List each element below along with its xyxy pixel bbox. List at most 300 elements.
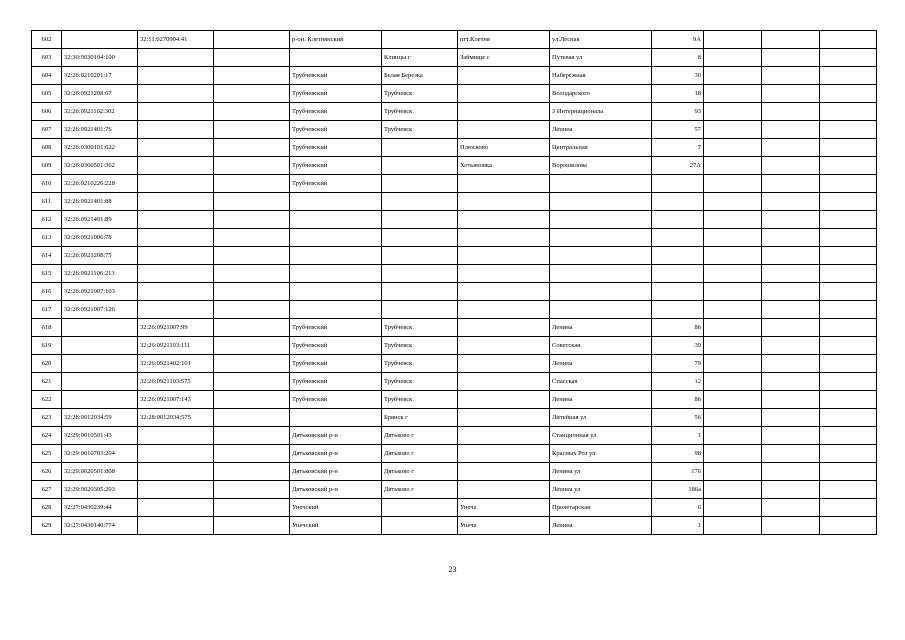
table-row [32, 355, 877, 373]
empty-cell [704, 373, 762, 391]
district-cell [290, 301, 382, 319]
district-cell: р-он. Клетнянский [290, 31, 382, 49]
row-number-cell: 604 [32, 67, 62, 85]
table-row [32, 247, 877, 265]
settlement-cell [458, 337, 550, 355]
settlement-cell [458, 481, 550, 499]
cadastral-number-cell: 32:29:0010703:204 [62, 445, 138, 463]
empty-cell [820, 391, 877, 409]
empty-cell [762, 85, 820, 103]
house-cell: 12 [652, 373, 704, 391]
row-number-cell: 627 [32, 481, 62, 499]
cadastral-number-cell: 32:26:0300101:622 [62, 139, 138, 157]
street-cell: Ворошилова [550, 157, 652, 175]
row-number-cell: 605 [32, 85, 62, 103]
row-number-cell: 608 [32, 139, 62, 157]
row-number-cell: 620 [32, 355, 62, 373]
cadastral-number-cell: 32:26:0921401:89 [62, 211, 138, 229]
settlement-cell: Унеча [458, 517, 550, 535]
cadastral-number-cell: 32:29:0010501:43 [62, 427, 138, 445]
empty-cell [762, 211, 820, 229]
district-cell: Трубчевский [290, 157, 382, 175]
district-cell: Трубчевский [290, 139, 382, 157]
district-cell: Трубчевский [290, 337, 382, 355]
settlement-cell [458, 229, 550, 247]
district-cell: Трубчевский [290, 121, 382, 139]
district-cell [290, 283, 382, 301]
cadastral-number-alt-cell [138, 67, 214, 85]
table-row [32, 121, 877, 139]
street-cell: 3 Интернационала [550, 103, 652, 121]
empty-cell [762, 463, 820, 481]
empty-cell [704, 103, 762, 121]
empty-cell [704, 49, 762, 67]
empty-cell [704, 463, 762, 481]
empty-cell [704, 319, 762, 337]
cadastral-number-alt-cell [138, 445, 214, 463]
empty-cell [704, 427, 762, 445]
empty-cell [704, 301, 762, 319]
house-cell: 86 [652, 319, 704, 337]
district-cell [290, 409, 382, 427]
district-cell [290, 265, 382, 283]
settlement-cell [458, 409, 550, 427]
house-cell [652, 283, 704, 301]
cadastral-number-cell [62, 373, 138, 391]
empty-cell [820, 319, 877, 337]
table-row [32, 337, 877, 355]
cadastral-number-alt-cell [138, 121, 214, 139]
district-cell: Дятьковский р-н [290, 463, 382, 481]
house-cell: 1 [652, 427, 704, 445]
settlement-cell [458, 193, 550, 211]
empty-cell [820, 211, 877, 229]
row-number-cell: 609 [32, 157, 62, 175]
street-cell: Пролетарская [550, 499, 652, 517]
street-cell [550, 193, 652, 211]
settlement-cell [458, 445, 550, 463]
empty-cell [820, 373, 877, 391]
extra-cell [214, 463, 290, 481]
row-number-cell: 616 [32, 283, 62, 301]
house-cell: 57 [652, 121, 704, 139]
cadastral-number-alt-cell [138, 463, 214, 481]
table-row [32, 517, 877, 535]
table-row [32, 463, 877, 481]
extra-cell [214, 409, 290, 427]
empty-cell [762, 517, 820, 535]
cadastral-number-cell: 32:26:0921007:126 [62, 301, 138, 319]
table-row [32, 373, 877, 391]
empty-cell [820, 337, 877, 355]
empty-cell [704, 247, 762, 265]
empty-cell [762, 229, 820, 247]
street-cell: Ленина [550, 355, 652, 373]
cadastral-number-alt-cell: 32:28:0012034:575 [138, 409, 214, 427]
cadastral-number-alt-cell [138, 247, 214, 265]
empty-cell [704, 283, 762, 301]
empty-cell [704, 85, 762, 103]
cadastral-number-alt-cell [138, 175, 214, 193]
settlement-cell [458, 265, 550, 283]
empty-cell [762, 103, 820, 121]
cadastral-number-alt-cell [138, 139, 214, 157]
table-row [32, 499, 877, 517]
district-cell: Дятьковский р-н [290, 427, 382, 445]
settlement-cell: Займище с [458, 49, 550, 67]
row-number-cell: 603 [32, 49, 62, 67]
table-row [32, 157, 877, 175]
house-cell [652, 211, 704, 229]
street-cell [550, 265, 652, 283]
settlement-cell [458, 85, 550, 103]
city-cell [382, 247, 458, 265]
empty-cell [762, 175, 820, 193]
cadastral-number-alt-cell [138, 103, 214, 121]
district-cell: Дятьковский р-н [290, 445, 382, 463]
street-cell: Ленина [550, 391, 652, 409]
row-number-cell: 610 [32, 175, 62, 193]
settlement-cell: пгт.Клетня [458, 31, 550, 49]
empty-cell [820, 121, 877, 139]
city-cell [382, 211, 458, 229]
house-cell [652, 301, 704, 319]
street-cell [550, 247, 652, 265]
register-table [31, 30, 877, 535]
city-cell [382, 499, 458, 517]
street-cell: Ленина [550, 319, 652, 337]
empty-cell [820, 463, 877, 481]
cadastral-number-cell: 32:26:0921401:88 [62, 193, 138, 211]
extra-cell [214, 49, 290, 67]
extra-cell [214, 283, 290, 301]
house-cell: 98 [652, 445, 704, 463]
empty-cell [762, 139, 820, 157]
cadastral-number-alt-cell: 32:26:0921402:101 [138, 355, 214, 373]
empty-cell [820, 139, 877, 157]
table-row [32, 481, 877, 499]
street-cell: Центральная [550, 139, 652, 157]
empty-cell [704, 337, 762, 355]
district-cell: Дятьковский р-н [290, 481, 382, 499]
extra-cell [214, 301, 290, 319]
row-number-cell: 613 [32, 229, 62, 247]
street-cell: Путевая ул [550, 49, 652, 67]
house-cell: 6 [652, 499, 704, 517]
empty-cell [762, 373, 820, 391]
settlement-cell [458, 247, 550, 265]
empty-cell [704, 31, 762, 49]
extra-cell [214, 139, 290, 157]
cadastral-number-alt-cell [138, 481, 214, 499]
street-cell [550, 283, 652, 301]
street-cell [550, 301, 652, 319]
district-cell: Трубчевский [290, 175, 382, 193]
empty-cell [762, 319, 820, 337]
empty-cell [762, 301, 820, 319]
cadastral-number-alt-cell: 32:26:0921103:111 [138, 337, 214, 355]
city-cell [382, 283, 458, 301]
district-cell [290, 247, 382, 265]
row-number-cell: 614 [32, 247, 62, 265]
table-row [32, 301, 877, 319]
table-row [32, 67, 877, 85]
row-number-cell: 624 [32, 427, 62, 445]
cadastral-number-cell: 32:29:0020305:203 [62, 481, 138, 499]
cadastral-number-cell [62, 319, 138, 337]
empty-cell [704, 409, 762, 427]
table-row [32, 283, 877, 301]
house-cell: 7 [652, 139, 704, 157]
extra-cell [214, 121, 290, 139]
cadastral-number-cell: 32:26:0921208:75 [62, 247, 138, 265]
city-cell [382, 229, 458, 247]
house-cell: 18 [652, 85, 704, 103]
cadastral-number-cell: 32:27:0430239:44 [62, 499, 138, 517]
row-number-cell: 623 [32, 409, 62, 427]
street-cell: Набережная [550, 67, 652, 85]
empty-cell [762, 31, 820, 49]
row-number-cell: 606 [32, 103, 62, 121]
empty-cell [704, 229, 762, 247]
settlement-cell [458, 211, 550, 229]
empty-cell [704, 211, 762, 229]
street-cell: Володарского [550, 85, 652, 103]
empty-cell [704, 157, 762, 175]
extra-cell [214, 391, 290, 409]
cadastral-number-cell: 32:29:0020501:808 [62, 463, 138, 481]
cadastral-number-alt-cell [138, 49, 214, 67]
empty-cell [762, 283, 820, 301]
empty-cell [820, 229, 877, 247]
city-cell: Трубчевск [382, 391, 458, 409]
table-row [32, 193, 877, 211]
district-cell [290, 49, 382, 67]
row-number-cell: 621 [32, 373, 62, 391]
street-cell [550, 229, 652, 247]
cadastral-number-alt-cell: 32:26:0921007:143 [138, 391, 214, 409]
empty-cell [704, 517, 762, 535]
cadastral-number-alt-cell [138, 301, 214, 319]
city-cell [382, 517, 458, 535]
empty-cell [820, 427, 877, 445]
city-cell: Трубчевск [382, 319, 458, 337]
empty-cell [762, 481, 820, 499]
empty-cell [820, 481, 877, 499]
city-cell: Трубчевск [382, 337, 458, 355]
cadastral-number-cell: 32:26:0921007:103 [62, 283, 138, 301]
district-cell [290, 229, 382, 247]
row-number-cell: 628 [32, 499, 62, 517]
empty-cell [762, 49, 820, 67]
house-cell [652, 229, 704, 247]
empty-cell [820, 175, 877, 193]
cadastral-number-cell: 32:26:0360501:362 [62, 157, 138, 175]
empty-cell [820, 247, 877, 265]
extra-cell [214, 67, 290, 85]
empty-cell [704, 139, 762, 157]
city-cell: Дятьково г [382, 427, 458, 445]
house-cell: 79 [652, 355, 704, 373]
city-cell [382, 193, 458, 211]
city-cell: Трубчевск [382, 121, 458, 139]
empty-cell [820, 265, 877, 283]
table-row [32, 265, 877, 283]
empty-cell [704, 355, 762, 373]
house-cell [652, 175, 704, 193]
city-cell [382, 175, 458, 193]
district-cell: Трубчевский [290, 67, 382, 85]
cadastral-number-alt-cell: 32:26:0921103:575 [138, 373, 214, 391]
table-row [32, 427, 877, 445]
empty-cell [704, 445, 762, 463]
cadastral-number-alt-cell [138, 193, 214, 211]
table-row [32, 31, 877, 49]
street-cell: Красных Роз ул [550, 445, 652, 463]
empty-cell [762, 265, 820, 283]
row-number-cell: 607 [32, 121, 62, 139]
cadastral-number-alt-cell [138, 157, 214, 175]
house-cell: 39 [652, 337, 704, 355]
extra-cell [214, 229, 290, 247]
empty-cell [762, 193, 820, 211]
street-cell: Литейная ул [550, 409, 652, 427]
empty-cell [820, 31, 877, 49]
empty-cell [762, 499, 820, 517]
page-number: 23 [448, 565, 457, 574]
cadastral-number-cell: 32:26:0921401:76 [62, 121, 138, 139]
row-number-cell: 618 [32, 319, 62, 337]
city-cell [382, 31, 458, 49]
table-row [32, 85, 877, 103]
table-row [32, 175, 877, 193]
empty-cell [820, 355, 877, 373]
empty-cell [820, 193, 877, 211]
empty-cell [820, 445, 877, 463]
house-cell [652, 247, 704, 265]
cadastral-number-cell [62, 337, 138, 355]
cadastral-number-cell [62, 31, 138, 49]
city-cell: Трубчевск [382, 85, 458, 103]
cadastral-number-alt-cell: 32:11:0270904:41 [138, 31, 214, 49]
empty-cell [762, 157, 820, 175]
extra-cell [214, 31, 290, 49]
extra-cell [214, 265, 290, 283]
cadastral-number-alt-cell [138, 283, 214, 301]
cadastral-number-cell: 32:26:0210226:228 [62, 175, 138, 193]
extra-cell [214, 85, 290, 103]
cadastral-number-alt-cell [138, 211, 214, 229]
street-cell: Ленина [550, 121, 652, 139]
city-cell: Дятьково г [382, 481, 458, 499]
district-cell: Унечский [290, 517, 382, 535]
house-cell: 30 [652, 67, 704, 85]
cadastral-number-cell [62, 391, 138, 409]
cadastral-number-alt-cell [138, 85, 214, 103]
settlement-cell [458, 301, 550, 319]
empty-cell [820, 67, 877, 85]
empty-cell [704, 499, 762, 517]
cadastral-number-alt-cell [138, 517, 214, 535]
extra-cell [214, 319, 290, 337]
row-number-cell: 615 [32, 265, 62, 283]
city-cell: Трубчевск [382, 355, 458, 373]
cadastral-number-cell: 32:26:0921006:78 [62, 229, 138, 247]
cadastral-number-cell: 32:26:0210201:17 [62, 67, 138, 85]
extra-cell [214, 355, 290, 373]
extra-cell [214, 427, 290, 445]
table-row [32, 103, 877, 121]
extra-cell [214, 373, 290, 391]
settlement-cell [458, 355, 550, 373]
empty-cell [820, 85, 877, 103]
district-cell: Трубчевский [290, 319, 382, 337]
table-row [32, 445, 877, 463]
row-number-cell: 617 [32, 301, 62, 319]
cadastral-number-alt-cell [138, 499, 214, 517]
empty-cell [704, 121, 762, 139]
empty-cell [820, 49, 877, 67]
settlement-cell [458, 121, 550, 139]
row-number-cell: 611 [32, 193, 62, 211]
city-cell: Дятьково г [382, 463, 458, 481]
street-cell [550, 175, 652, 193]
city-cell [382, 139, 458, 157]
cadastral-number-alt-cell [138, 427, 214, 445]
settlement-cell [458, 103, 550, 121]
empty-cell [820, 103, 877, 121]
city-cell [382, 265, 458, 283]
empty-cell [762, 445, 820, 463]
district-cell [290, 211, 382, 229]
house-cell: 9А [652, 31, 704, 49]
settlement-cell [458, 427, 550, 445]
street-cell: Станционная ул [550, 427, 652, 445]
cadastral-number-alt-cell: 32:26:0921007:99 [138, 319, 214, 337]
district-cell: Трубчевский [290, 85, 382, 103]
district-cell: Трубчевский [290, 355, 382, 373]
empty-cell [762, 337, 820, 355]
house-cell: 176 [652, 463, 704, 481]
empty-cell [820, 499, 877, 517]
table-row [32, 409, 877, 427]
table-row [32, 49, 877, 67]
settlement-cell [458, 319, 550, 337]
cadastral-number-cell: 32:27:0430140:774 [62, 517, 138, 535]
row-number-cell: 619 [32, 337, 62, 355]
row-number-cell: 612 [32, 211, 62, 229]
settlement-cell: Хотьяновка [458, 157, 550, 175]
settlement-cell: Унеча [458, 499, 550, 517]
table-row [32, 139, 877, 157]
table-row [32, 391, 877, 409]
empty-cell [820, 283, 877, 301]
settlement-cell [458, 463, 550, 481]
empty-cell [820, 301, 877, 319]
cadastral-number-cell: 32:30:0030104:100 [62, 49, 138, 67]
house-cell: 8 [652, 49, 704, 67]
district-cell: Трубчевский [290, 391, 382, 409]
row-number-cell: 625 [32, 445, 62, 463]
empty-cell [704, 265, 762, 283]
house-cell: 186а [652, 481, 704, 499]
row-number-cell: 622 [32, 391, 62, 409]
extra-cell [214, 247, 290, 265]
extra-cell [214, 337, 290, 355]
house-cell: 86 [652, 391, 704, 409]
street-cell: Ленина [550, 517, 652, 535]
empty-cell [762, 391, 820, 409]
